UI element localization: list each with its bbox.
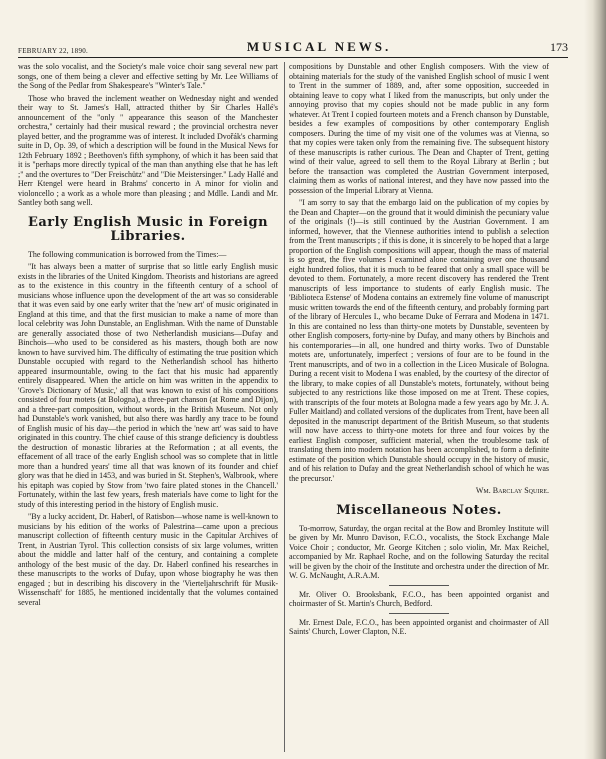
- issue-date: FEBRUARY 22, 1890.: [18, 47, 89, 55]
- paragraph: Those who braved the inclement weather on Wednesday night and wended their way to St. James's Hall, attracted thither by Sir Charles Hallé's announcement of the "only " appearance this season of the Manchester orchestra," certainly had their musical reward ; the provincial orchestra never played better, and the programme was of interest. It included Dvořák's charming suite in D, Op. 39, of which a description will be found in the Musical News for 12th February 1892 ; Beethoven's fifth symphony, of which it has been said that it is "perhaps more directly typical of the man than anything else that he has left ;" and the overtures to "Der Freischütz" and "Die Meistersinger." Lady Hallé and Herr Ktengel were heard in Brahms' concerto in A minor for violin and violoncello ; a work as a whole more than pleasing ; and Mdlle. Landi and Mr. Santley both sang well.: [18, 93, 278, 207]
- paragraph: Mr. Oliver O. Brooksbank, F.C.O., has been appointed organist and choirmaster of St. Martin's Church, Bedford.: [289, 589, 549, 608]
- signature: Wm. Barclay Squire.: [475, 486, 549, 495]
- paragraph: was the solo vocalist, and the Society's male voice choir sang several new part songs, one of them being a clever and effective setting by Mr. Lee Williams of the Song of the Pedlar from Shakespeare's "Winter's Tale.": [18, 62, 278, 90]
- paragraph: The following communication is borrowed from the Times:—: [28, 249, 227, 259]
- article-heading: Early English Music in Foreign Libraries.: [27, 214, 269, 244]
- page-header: [18, 33, 568, 55]
- header-rule: [18, 57, 568, 58]
- paragraph: Mr. Ernest Dale, F.C.O., has been appointed organist and choirmaster of All Saints' Church, Lower Clapton, N.E.: [289, 617, 549, 636]
- paragraph: compositions by Dunstable and other English composers. With the view of obtaining materials for the study of the vanished English school of music I went to Trent in the summer of 1889, and, after some opposition, succeeded in obtaining leave to copy what I liked from the manuscripts, but only under the annoying proviso that my copies should not be made public in any form whatever. At Trent I copied fourteen motets and a French chanson by Dunstable, besides a few examples of compositions by other contemporary English composers. During the time of my visit one of the volumes was at Vienna, so that my copies were taken only from the remaining five. The subsequent history of these manuscripts is rather curious. The Dean and Chapter of Trent, getting wind of their value, agreed to sell them to the Royal Library at Berlin ; but before the transaction was completed the Austrian Government interposed, claiming them as works of national interest, and they have now passed into the possession of the Imperial Library at Vienna.: [289, 62, 549, 195]
- paragraph: "It has always been a matter of surprise that so little early English music exists in the libraries of the United Kingdom. Theorists and historians are agreed as to the existence in this country in the fifteenth century of a school of musicians whose influence upon the development of the art was so considerable that it was even said by one early writer that the 'new art' of music originated in England at this time, and that the first musician to make a name of more than local celebrity was John Dunstable, an Englishman. With the name of Dunstable are generally associated those of two Netherlandish musicians—Dufay and Binchois—who used to be considered as his masters, though both are now known to have survived him. The difficulty of estimating the true position which Dunstable occupied with regard to the Netherlandish school has hitherto appeared insurmountable, owing to the fact that his music had apparently entirely disappeared. When the article on him was written in the appendix to 'Grove's Dictionary of Music,' all that was known to exist of his compositions consisted of four motets (at Bologna), a three-part chanson (at Rome and Dijon), and a three-part composition, without words, in the British Museum. Not only had Dunstable's work vanished, but also there was hardly any trace to be found of English music of his day—the period in which the 'new art' was said to have originated in this country. The chief cause of this strange deficiency is doubtless the destruction of monastic libraries at the Reformation ; at all events, the effacement of all trace of the early English school was so complete that in little more than a hundred years' time all that was known of its founder and chief glory was that he died in 1453, and was buried in St. Stephen's, Walbrook, where his epitaph was copied by Stow from 'two faire plated stones in the Chancell.' Fortunately, within the last few years, fresh materials have come to light for the study of this interesting period in the history of English music.: [18, 262, 278, 509]
- section-heading: Miscellaneous Notes.: [336, 502, 502, 518]
- masthead-title: MUSICAL NEWS.: [246, 39, 392, 54]
- left-column: [18, 62, 278, 752]
- column-divider: [284, 62, 285, 752]
- paragraph: "By a lucky accident, Dr. Haberl, of Ratisbon—whose name is well-known to musicians by his edition of the works of Palestrina—came upon a precious manuscript collection of fifteenth century music in the Capitular Archives of Trent, in Austrian Tyrol. This collection consists of six large volumes, written about the middle and latter half of the century, and containing a complete anthology of the best music of the day. Dr. Haberl confined his researches in these manuscripts to the works of Dufay, upon whose biography he was then engaged ; but in describing his discovery in the 'Vierteljahrschrift für Musik-Wissenschaft' for 1885, he mentioned incidentally that the volumes contained several: [18, 512, 278, 607]
- page-binding-shadow: [584, 0, 606, 759]
- page-number: 173: [549, 40, 568, 54]
- paragraph: To-morrow, Saturday, the organ recital at the Bow and Bromley Institute will be given by Mr. Munro Davison, F.C.O., vocalists, the Stock Exchange Male Voice Choir ; conductor, Mr. George Kitchen ; solo violin, Mr. Max Reichel, accompanied by Mr. Raphael Roche, and on the following Saturday the recital will be given by the choir of the Institute and orchestra under the direction of Mr. W. G. McNaught, A.R.A.M.: [289, 523, 549, 580]
- divider: [389, 613, 449, 614]
- paragraph: "I am sorry to say that the embargo laid on the publication of my copies by the Dean and Chapter—on the ground that it would diminish the pecuniary value of the originals (!)—is still continued by the Austrian Government. I am informed, however, that the Viennese authorities intend to publish a selection from the Trent manuscripts ; if this is done, it is sincerely to be hoped that a large proportion of the English compositions will appear, though the mass of material is so great, the five volumes I examined alone containing over one thousand eight hundred folios, that it is much to be feared that only a small space will be devoted to them. Fortunately, a more recent discovery has rendered the Trent manuscripts of less importance to students of early English music. The 'Biblioteca Estense' of Modena contains an extremely fine volume of manuscript music written towards the end of the fifteenth century, and probably forming part of the library of Hercules I., who became Duke of Ferrara and Modena in 1471. In this are contained no less than thirty-one motets by Dunstable, seventeen by other English composers, forty-nine by Dufay, and many others by Binchois and his contemporaries—in all, one hundred and thirty works. Two of Dunstable motets are, unfortunately, imperfect ; versions of four are to be found in the Trent manuscripts, and of two in a collection in the Liceo Musicale of Bologna. During a recent visit to Modena I was enabled, by the courtesy of the director of the library, to make copies of all Dunstable's motets, fortunately, without being subjected to any restrictions like those imposed on me at Trent. These copies, with transcripts of the four motets at Bologna made a few years ago by Mr. J. A. Fuller Maitland) and collated versions of the duplicates from Trent, have been all deposited in the manuscript department of the British Museum, so that students will now have access to thirty-one motets for three and four voices by the earliest English composer, sufficient material, when the troublesome task of translating them into modern notation has been accomplished, to form a definite estimate of the position which Dunstable should occupy in the history of music, and of his relation to Dufay and the great Netherlandish school of which he was the precursor.': [289, 198, 549, 483]
- right-column: [289, 62, 549, 752]
- divider: [389, 585, 449, 586]
